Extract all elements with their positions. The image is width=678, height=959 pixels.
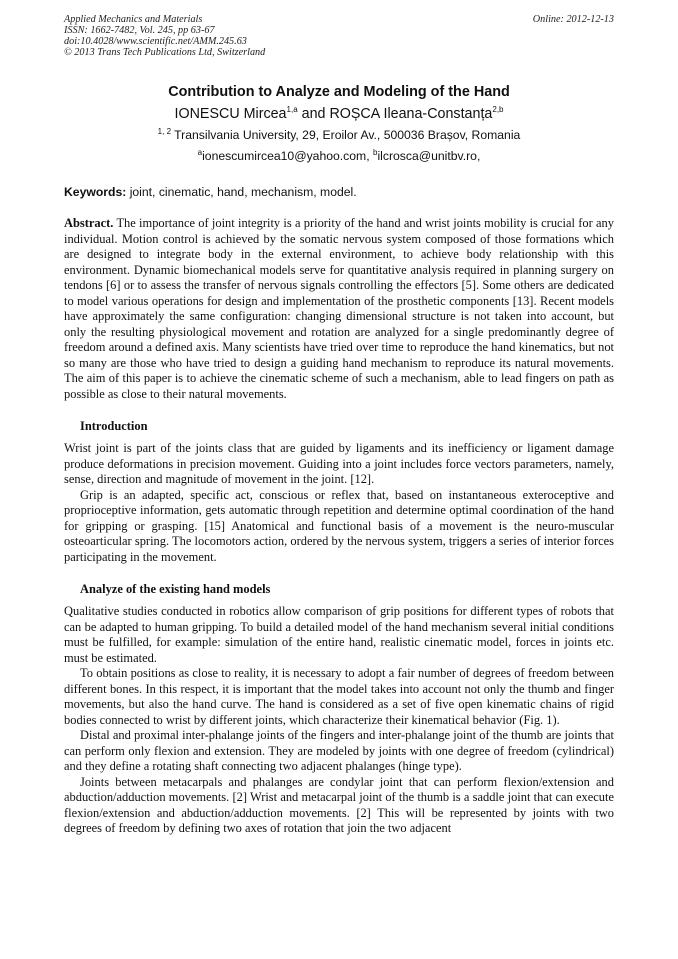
paper-title: Contribution to Analyze and Modeling of the Hand <box>168 84 510 100</box>
affiliation <box>64 127 614 143</box>
author-1: IONESCU Mircea <box>174 106 287 122</box>
existing-paragraph-4: Joints between metacarpals and phalanges are condylar joint that can perform flexion/extension and abduction/adduction movements. [2] Wrist and metacarpal joint of the thumb is a saddle joint that can execute flexion/extension and abduction/adduction movements. [2] This will be represented by joints with two degrees of freedom by defining two axes of rotation that join the two adjacent <box>64 774 614 835</box>
email-line <box>64 148 614 164</box>
email-b: ilcrosca@unitbv.ro, <box>377 149 481 163</box>
keywords-text: joint, cinematic, hand, mechanism, model. <box>126 185 357 199</box>
keywords-label: Keywords: <box>64 185 127 199</box>
abstract-text: The importance of joint integrity is a priority of the hand and wrist joints mobility is crucial for any individual. Motion control is achieved by the somatic nervous system composed of those formations which are designed to integrate body in the external environment, to achieve body relationship with this environment. Dynamic biomechanical models serve for quantitative analysis required in planning surgery on tendons [6] or to assess the transfer of nervous signals controlling the effectors [5]. Some others are dedicated to model various operations for design and implementation of the prosthetic components [13]. Recent models have approximately the same configuration: changing dimensional structure is not taken into account, but only the resulting physiological movement and rotation are analyzed for a single predominantly degree of freedom around a defined axis. Many scientists have tried over time to reproduce the hand kinematics, but not so many are those who have tried to design a guiding hand mechanism to reproduce its natural movements. The aim of this paper is to achieve the cinematic scheme of such a mechanism, able to lead fingers on path as possible as close to their natural movements. <box>64 216 614 401</box>
email-a-sup: a <box>197 147 203 157</box>
email-b-sup: b <box>372 147 378 157</box>
journal-doi: doi:10.4028/www.scientific.net/AMM.245.63 <box>64 36 247 47</box>
section-heading-existing-models: Analyze of the existing hand models <box>80 582 271 596</box>
author-and: and <box>297 106 330 122</box>
journal-copyright: © 2013 Trans Tech Publications Ltd, Switzerland <box>64 47 266 58</box>
online-date: Online: 2012-12-13 <box>532 14 614 25</box>
keywords <box>64 184 614 200</box>
email-a: ionescumircea10@yahoo.com, <box>202 149 373 163</box>
intro-paragraph-2: Grip is an adapted, specific act, conscious or reflex that, based on instantaneous exteroceptive and proprioceptive information, gets automatic through repetition and determine optimal coordination of the hand for gripping or grasping. [15] Anatomical and functional basis of a movement is the neuro-muscular osteoarticular spring. The locomotors action, ordered by the nervous system, triggers a series of interior forces participating in the movement. <box>64 487 614 564</box>
journal-issn: ISSN: 1662-7482, Vol. 245, pp 63-67 <box>64 25 215 36</box>
journal-name: Applied Mechanics and Materials <box>64 14 203 25</box>
author-2: ROȘCA Ileana-Constanța <box>329 106 493 122</box>
author-line <box>64 105 614 124</box>
section-heading-introduction: Introduction <box>80 419 148 433</box>
existing-paragraph-3: Distal and proximal inter-phalange joints of the fingers and inter-phalange joint of the thumb are joints that can perform only flexion and extension. They are modeled by joints with one degree of freedom (cylindrical) and they define a rotating shaft connecting two adjacent phalanges (hinge type). <box>64 728 614 773</box>
existing-paragraph-2: To obtain positions as close to reality, it is necessary to adopt a fair number of degrees of freedom between different bones. In this respect, it is important that the model takes into account not only the thumb and finger movements, but also the hand curve. The hand is considered as a set of five open kinematic chains of rigid bodies connected to wrist by different joints, which characterize their kinematical behavior (Fig. 1). <box>64 666 614 727</box>
author-2-sup: 2,b <box>492 105 504 115</box>
abstract <box>64 216 614 402</box>
existing-paragraph-1: Qualitative studies conducted in robotics allow comparison of grip positions for different types of robots that can be adapted to human gripping. To build a detailed model of the hand mechanism several initial conditions must be fulfilled, for example: simulation of the entire hand, realistic cinematic model, forces in joints etc. must be estimated. <box>64 604 614 665</box>
journal-header <box>64 14 614 58</box>
affiliation-text: Transilvania University, 29, Eroilor Av., 500036 Brașov, Romania <box>171 128 521 142</box>
abstract-label: Abstract. <box>64 216 114 230</box>
intro-paragraph-1: Wrist joint is part of the joints class that are guided by ligaments and its inefficiency or ligament damage produce deformations in precision movement. Guiding into a joint includes force vectors parameters, namely, sense, direction and magnitude of movement in the joint. [12]. <box>64 441 614 486</box>
author-1-sup: 1,a <box>286 105 298 115</box>
affiliation-sup: 1, 2 <box>157 126 172 136</box>
